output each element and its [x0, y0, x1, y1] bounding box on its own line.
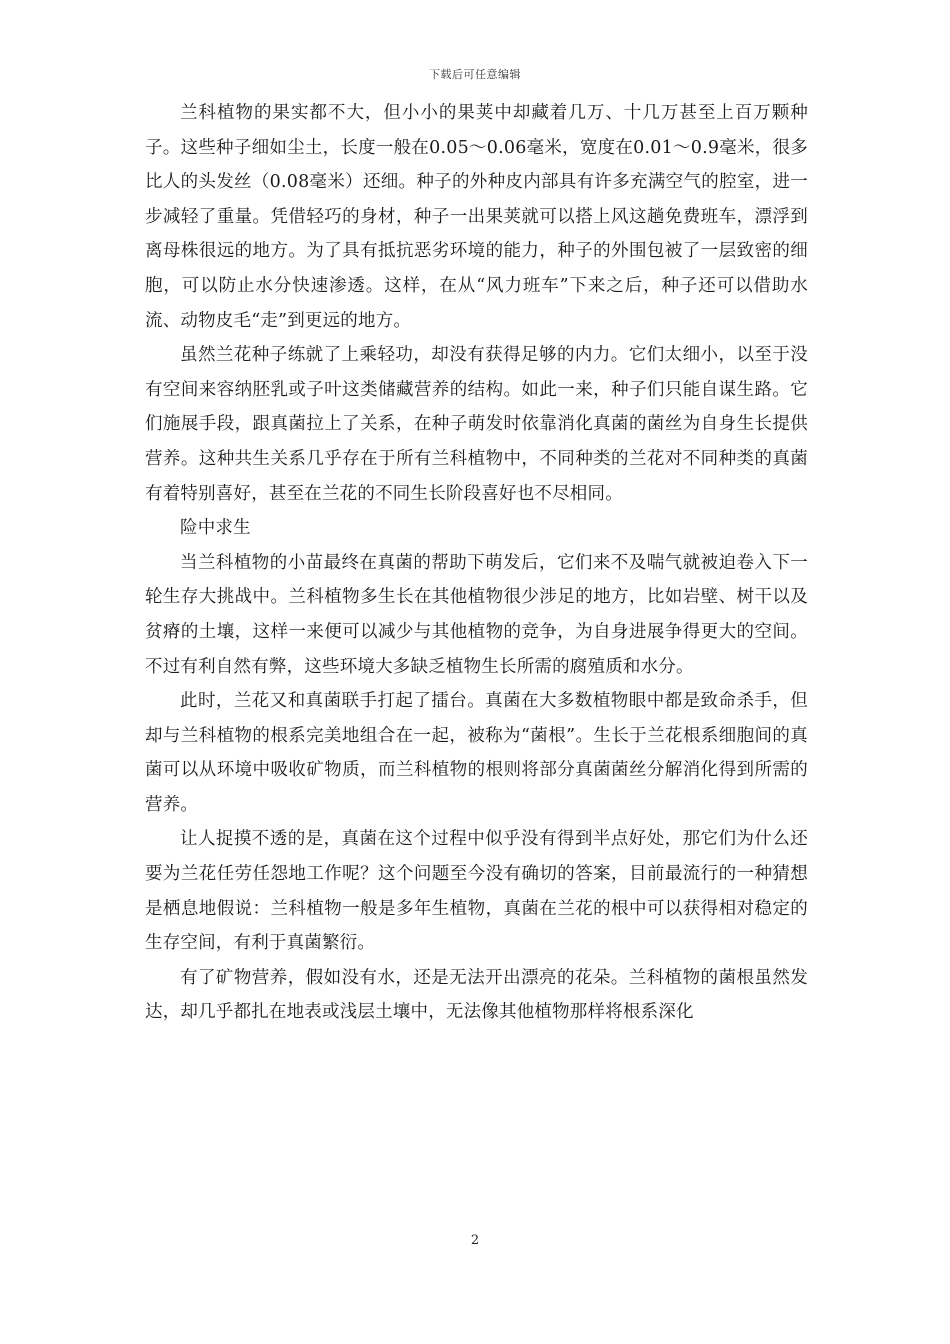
- paragraph-habitat-hypothesis: 让人捉摸不透的是，真菌在这个过程中似乎没有得到半点好处，那它们为什么还要为兰花任劳任怨地工作呢？这个问题至今没有确切的答案，目前最流行的一种猜想是栖息地假说：兰科植物一般是多年生植物，真菌在兰花的根中可以获得相对稳定的生存空间，有利于真菌繁衍。: [145, 829, 808, 954]
- paragraph-fungi-nutrition: 虽然兰花种子练就了上乘轻功，却没有获得足够的内力。它们太细小，以至于没有空间来容纳胚乳或子叶这类储藏营养的结构。如此一来，种子们只能自谋生路。它们施展手段，跟真菌拉上了关系，在种子萌发时依靠消化真菌的菌丝为自身生长提供营养。这种共生关系几乎存在于所有兰科植物中，不同种类的兰花对不同种类的真菌有着特别喜好，甚至在兰花的不同生长阶段喜好也不尽相同。: [145, 345, 808, 504]
- paragraph-survival-challenge: 当兰科植物的小苗最终在真菌的帮助下萌发后，它们来不及喘气就被迫卷入下一轮生存大挑战中。兰科植物多生长在其他植物很少涉足的地方，比如岩壁、树干以及贫瘠的土壤，这样一来便可以减少与其他植物的竞争，为自身进展争得更大的空间。不过有利自然有弊，这些环境大多缺乏植物生长所需的腐殖质和水分。: [145, 552, 808, 677]
- paragraph-seeds: 兰科植物的果实都不大，但小小的果荚中却藏着几万、十几万甚至上百万颗种子。这些种子细如尘土，长度一般在0.05～0.06毫米，宽度在0.01～0.9毫米，很多比人的头发丝（0.08毫米）还细。种子的外种皮内部具有许多充满空气的腔室，进一步减轻了重量。凭借轻巧的身材，种子一出果荚就可以搭上风这趟免费班车，漂浮到离母株很远的地方。为了具有抵抗恶劣环境的能力，种子的外围包被了一层致密的细胞，可以防止水分快速渗透。这样，在从“风力班车”下来之后，种子还可以借助水流、动物皮毛“走”到更远的地方。: [145, 103, 808, 331]
- page-header: 下载后可任意编辑: [429, 68, 521, 81]
- paragraph-mycorrhiza: 此时，兰花又和真菌联手打起了擂台。真菌在大多数植物眼中都是致命杀手，但却与兰科植物的根系完美地组合在一起，被称为“菌根”。生长于兰花根系细胞间的真菌可以从环境中吸收矿物质，而兰科植物的根则将部分真菌菌丝分解消化得到所需的营养。: [145, 691, 808, 815]
- page-number: 2: [470, 1233, 480, 1248]
- section-heading: 险中求生: [180, 518, 251, 539]
- document-body: [145, 96, 808, 1030]
- paragraph-water: 有了矿物营养，假如没有水，还是无法开出漂亮的花朵。兰科植物的菌根虽然发达，却几乎都扎在地表或浅层土壤中，无法像其他植物那样将根系深化: [145, 967, 808, 1023]
